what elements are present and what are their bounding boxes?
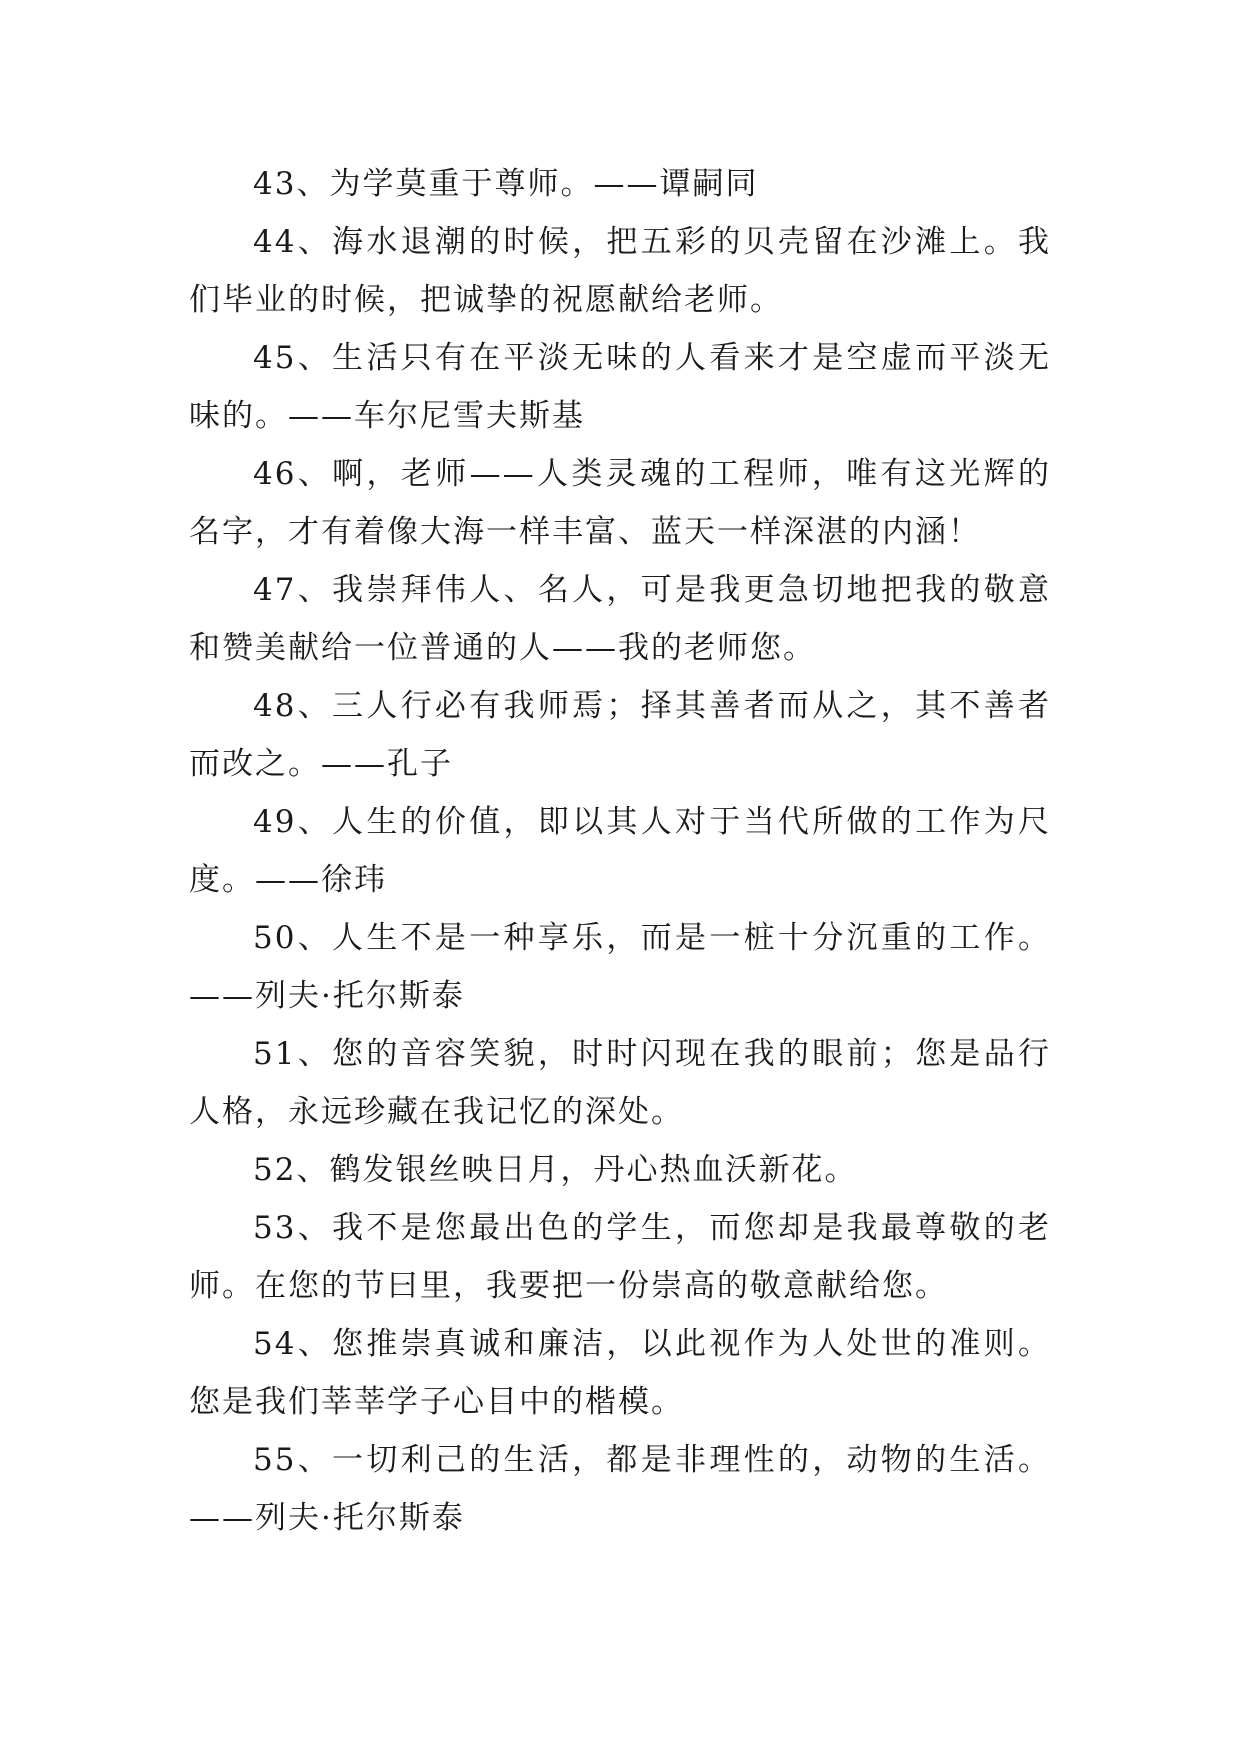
- quote-paragraph: 51、您的音容笑貌，时时闪现在我的眼前；您是品行人格，永远珍藏在我记忆的深处。: [189, 1036, 1051, 1130]
- quote-paragraph: 50、人生不是一种享乐，而是一桩十分沉重的工作。——列夫·托尔斯泰: [189, 920, 1051, 1014]
- quote-paragraph: 54、您推崇真诚和廉洁，以此视作为人处世的准则。您是我们莘莘学子心目中的楷模。: [189, 1326, 1051, 1420]
- document-body: [189, 155, 1051, 1547]
- quote-paragraph: 43、为学莫重于尊师。——谭嗣同: [253, 166, 759, 202]
- quote-paragraph: 52、鹤发银丝映日月，丹心热血沃新花。: [253, 1152, 858, 1188]
- quote-paragraph: 44、海水退潮的时候，把五彩的贝壳留在沙滩上。我们毕业的时候，把诚挚的祝愿献给老师。: [189, 224, 1051, 318]
- quote-paragraph: 49、人生的价值，即以其人对于当代所做的工作为尺度。——徐玮: [189, 804, 1051, 898]
- quote-paragraph: 47、我崇拜伟人、名人，可是我更急切地把我的敬意和赞美献给一位普通的人——我的老师您。: [189, 572, 1051, 666]
- quote-paragraph: 46、啊，老师——人类灵魂的工程师，唯有这光辉的名字，才有着像大海一样丰富、蓝天一样深湛的内涵！: [189, 456, 1051, 550]
- quote-paragraph: 53、我不是您最出色的学生，而您却是我最尊敬的老师。在您的节曰里，我要把一份崇高的敬意献给您。: [189, 1210, 1051, 1304]
- quote-paragraph: 48、三人行必有我师焉；择其善者而从之，其不善者而改之。——孔子: [189, 688, 1051, 782]
- quote-paragraph: 55、一切利己的生活，都是非理性的，动物的生活。——列夫·托尔斯泰: [189, 1442, 1051, 1536]
- quote-paragraph: 45、生活只有在平淡无味的人看来才是空虚而平淡无味的。——车尔尼雪夫斯基: [189, 340, 1051, 434]
